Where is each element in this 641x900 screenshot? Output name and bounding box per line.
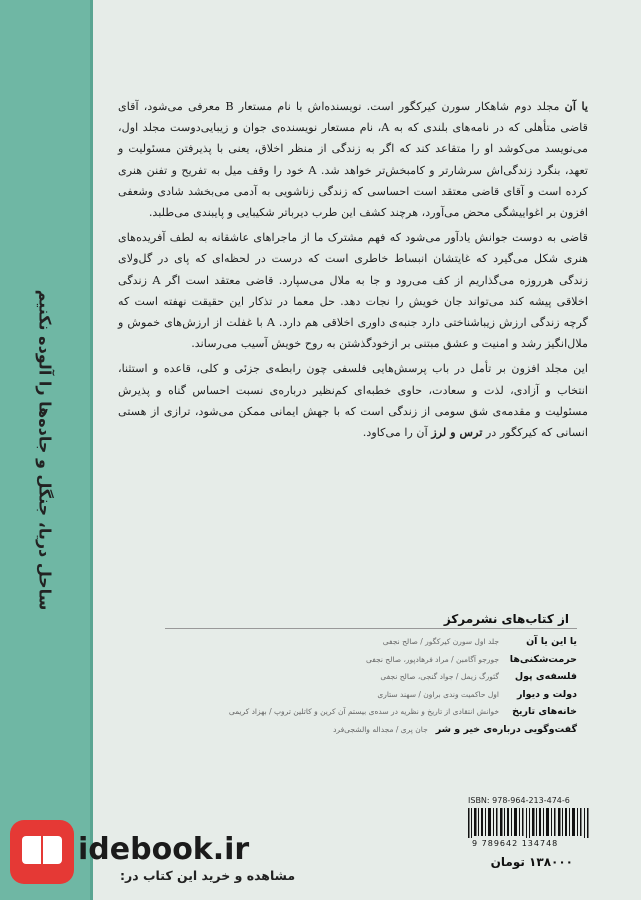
book-author: جلد اول سورن کیرکگور / صالح نجفی (382, 637, 499, 646)
book-title: خانه‌های تاریخ (512, 706, 577, 717)
blurb-title: یا آن (564, 99, 588, 113)
barcode-icon (466, 808, 594, 838)
list-item (157, 636, 577, 654)
list-item (157, 654, 577, 672)
book-title: یا این یا آن (526, 636, 577, 647)
book-title: فلسفه‌ی پول (514, 671, 577, 682)
blurb-paragraph-2: قاضی به دوست جوانش یادآور می‌شود که فهم مشترک ما از ماجراهای عاشقانه به لطف آفریده‌های هنری شکل می‌گیرد که غایتشان انبساط خاطری است که درست در لحظه‌ای که پای در گل‌ولای زندگی هرروزه می‌گذاریم از کف می‌رود و جا به ملال می‌سپارد. قاضی معتقد است اگر A زندگی اخلاقی پیشه کند می‌تواند جان خویش را نجات دهد. حل معما در تذکار این حقیقت نهفته است که گرچه زندگی ارزش زیباشناختی دارد جنبه‌ی داوری اخلاقی هم دارد. A با غفلت از ارزش‌های خموش و ملال‌انگیز رشد و امنیت و عشق مبتنی بر ازخودگذشتن به روح خویش آسیب می‌رساند. (118, 231, 588, 351)
barcode-number: 9 789642 134748 (472, 839, 559, 848)
isbn-label: ISBN: 978-964-213-474-6 (468, 796, 570, 805)
book-spine-line (41, 836, 43, 864)
promo-text: مشاهده و خرید این کتاب در: (120, 868, 296, 883)
logo-wordmark: idebook.ir (78, 832, 250, 867)
book-author: جان پری / مجداله والشجی‌فرد (333, 724, 428, 734)
book-author: گئورگ زیمل / جواد گنجی، صالح نجفی (380, 672, 499, 681)
list-item (157, 706, 577, 724)
blurb-paragraph-1 (118, 96, 588, 223)
publisher-list-title: از کتاب‌های نشرمرکز (443, 612, 569, 626)
blurb-paragraph-1-text: مجلد دوم شاهکار سورن کیرکگور است. نویسنده‌اش با نام مستعار B معرفی می‌شود، آقای قاضی متأهلی که در نامه‌های بلندی که به A، نام مستعار نویسنده‌ی جوان و زیبایی‌دوست مجلد اول، می‌نویسد می‌کوشد او را متقاعد کند که اگر به زندگی از منظر اخلاق، یعنی با پذیرفتن مسئولیت و تعهد، بنگرد زندگی‌اش سرشارتر و کامبخش‌تر خواهد شد. A خود را وقف میل به تفریح و تفنن هنری کرده است و آقای قاضی معتقد است احساسی که زندگی زناشویی به آدمی می‌بخشد شادی وشعفی افزون بر اغواییشگی محض می‌آورد، هرچند کشف این طرب دیرباتر شکیبایی و پایبندی می‌طلبد. (118, 100, 588, 220)
book-author: خوانش انتقادی از تاریخ و نظریه در سده‌ی بیستم آن کرین و کاتلین تروپ / بهزاد کریمی (228, 707, 499, 716)
book-title: دولت و دیوار (516, 688, 577, 700)
price-label: ۱۳۸۰۰۰ تومان (490, 855, 573, 869)
book-title: گفت‌وگویی درباره‌ی خیر و شر (435, 723, 577, 735)
book-author: اول حاکمیت وندی براون / سهند ستاری (377, 689, 499, 699)
publisher-book-list (157, 636, 577, 741)
list-item (157, 689, 577, 707)
book-reference: ترس و لرز (431, 425, 483, 440)
blurb-paragraph-3-end: آن را می‌کاود. (362, 426, 428, 440)
blurb-text (118, 96, 588, 447)
book-title: حرمت‌شکنی‌ها (509, 653, 577, 665)
spine-text: ساحل دریا، جنگل و جاده‌ها را آلوده نکنیم (35, 289, 55, 611)
blurb-paragraph-3-text: این مجلد افزون بر تأمل در باب پرسش‌هایی فلسفی چون رابطه‌ی جزئی و کلی، قاعده و استثنا، انتخاب و آزادی، لذت و سعادت، حاوی خطبه‌ای کم‌نظیر درباره‌ی نسبت احساس گناه و پذیرش مسئولیت و مقدمه‌ی شق سومی از زندگی است که با جهش ایمانی ممکن می‌شود، ترازی از هستی انسانی که کیرکگور در (118, 362, 588, 440)
list-divider (165, 628, 577, 629)
list-item (157, 671, 577, 689)
list-item (157, 724, 577, 742)
blurb-paragraph-3 (118, 358, 588, 443)
book-author: جورجو آگامبن / مراد فرهادپور، صالح نجفی (365, 654, 499, 664)
